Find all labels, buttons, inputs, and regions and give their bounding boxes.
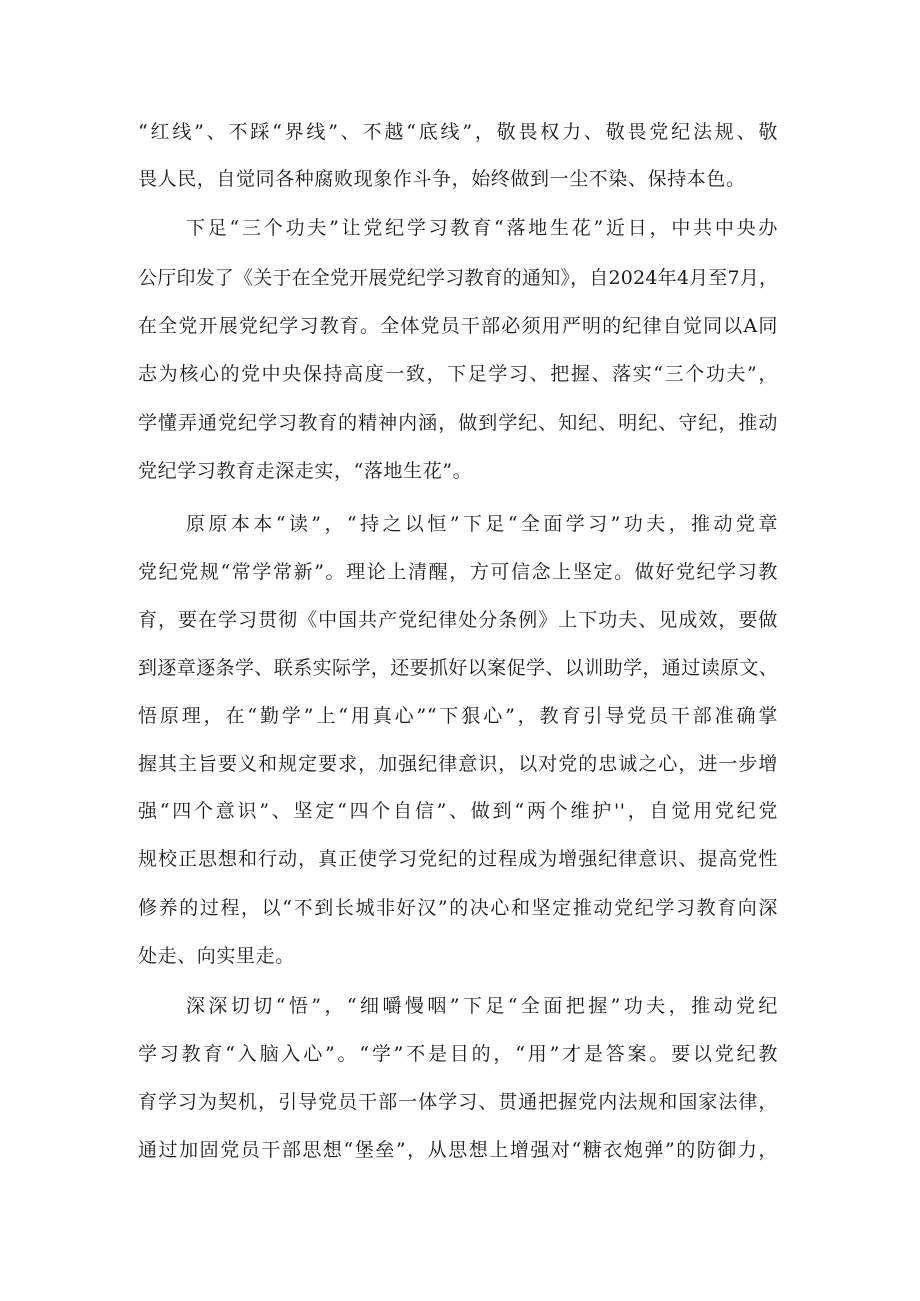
paragraph-3-line-10: 处走、向实里走。 <box>138 945 295 967</box>
paragraph-3-line-1: 原原本本“读”，“持之以恒”下足“全面学习”功夫，推动党章 <box>186 513 778 535</box>
paragraph-2-line-6: 党纪学习教育走深走实，“落地生花”。 <box>138 460 473 482</box>
paragraph-1-line-1: “红线”、不踩“界线”、不越“底线”，敬畏权力、敬畏党纪法规、敬 <box>138 121 778 143</box>
paragraph-4-line-4: 通过加固党员干部思想“堡垒”，从思想上增强对“糖衣炮弹”的防御力， <box>138 1139 778 1161</box>
paragraph-2-line-3: 在全党开展党纪学习教育。全体党员干部必须用严明的纪律自觉同以A同 <box>138 315 778 337</box>
paragraph-1-line-2: 畏人民，自觉同各种腐败现象作斗争，始终做到一尘不染、保持本色。 <box>138 168 746 190</box>
paragraph-3-line-9: 修养的过程，以“不到长城非好汉”的决心和坚定推动党纪学习教育向深 <box>138 897 778 919</box>
paragraph-3-line-7: 强“四个意识”、坚定“四个自信”、做到“两个维护''，自觉用党纪党 <box>138 800 778 822</box>
paragraph-4-line-2: 学习教育“入脑入心”。“学”不是目的，“用”才是答案。要以党纪教 <box>138 1043 778 1065</box>
paragraph-3-line-4: 到逐章逐条学、联系实际学，还要抓好以案促学、以训助学，通过读原文、 <box>138 657 779 679</box>
paragraph-3-line-3: 育，要在学习贯彻《中国共产党纪律处分条例》上下功夫、见成效，要做 <box>138 609 778 631</box>
paragraph-3-line-6: 握其主旨要义和规定要求，加强纪律意识，以对党的忠诚之心，进一步增 <box>138 753 778 775</box>
paragraph-3-line-8: 规校正思想和行动，真正使学习党纪的过程成为增强纪律意识、提高党性 <box>138 848 778 870</box>
paragraph-2-line-1: 下足“三个功夫”让党纪学习教育“落地生花”近日，中共中央办 <box>186 217 778 239</box>
paragraph-2-line-2: 公厅印发了《关于在全党开展党纪学习教育的通知》，自2024年4月至7月， <box>138 267 779 289</box>
paragraph-4-line-3: 育学习为契机，引导党员干部一体学习、贯通把握党内法规和国家法律， <box>138 1091 778 1113</box>
paragraph-2-line-4: 志为核心的党中央保持高度一致，下足学习、把握、落实“三个功夫”， <box>138 363 778 385</box>
paragraph-3-line-2: 党纪党规“常学常新”。理论上清醒，方可信念上坚定。做好党纪学习教 <box>138 561 778 583</box>
paragraph-3-line-5: 悟原理，在“勤学”上“用真心”“下狠心”，教育引导党员干部准确掌 <box>138 705 778 727</box>
paragraph-2-line-5: 学懂弄通党纪学习教育的精神内涵，做到学纪、知纪、明纪、守纪，推动 <box>138 412 778 434</box>
paragraph-4-line-1: 深深切切“悟”，“细嚼慢咽”下足“全面把握”功夫，推动党纪 <box>186 995 778 1017</box>
